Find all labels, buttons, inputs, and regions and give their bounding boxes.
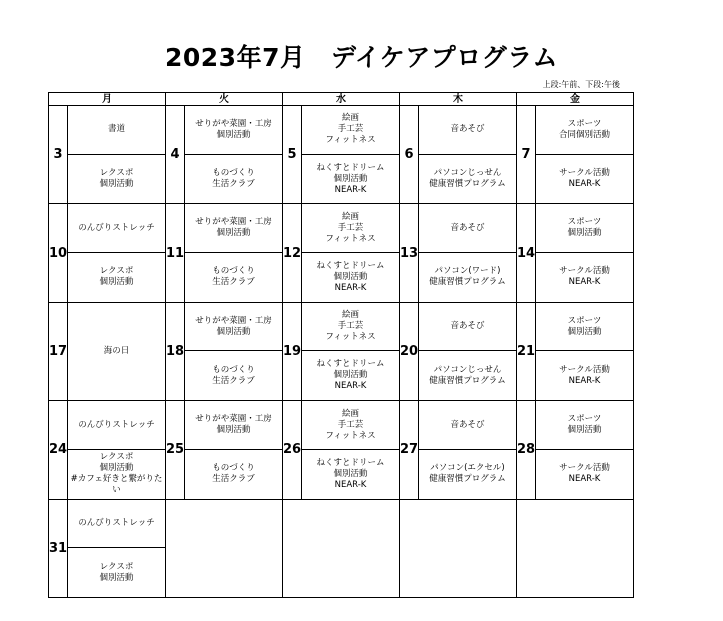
- afternoon-program: ねくすとドリーム 個別活動 NEAR-K: [316, 359, 385, 392]
- afternoon-program: レクスポ 個別活動: [99, 168, 134, 190]
- afternoon-program: ものづくり 生活クラブ: [212, 266, 255, 288]
- day-cell: [283, 106, 400, 204]
- afternoon-program: レクスポ 個別活動 #カフェ好きと繋がりたい: [70, 452, 163, 496]
- holiday-label: 海の日: [103, 345, 130, 356]
- morning-program: せりがや菜園・工房 個別活動: [185, 401, 282, 450]
- afternoon-program: ねくすとドリーム 個別活動 NEAR-K: [316, 162, 385, 195]
- weekday-header: 木: [400, 93, 517, 106]
- morning-program: スポーツ 個別活動: [536, 401, 633, 450]
- empty-cell: [283, 500, 400, 598]
- day-cell: [400, 303, 517, 401]
- day-cell: [166, 401, 283, 499]
- day-cell: [517, 106, 634, 204]
- day-cell: [49, 401, 166, 499]
- day-cell: [283, 303, 400, 401]
- afternoon-program: サークル活動 NEAR-K: [559, 364, 610, 386]
- day-cell: [400, 106, 517, 204]
- day-number: 26: [283, 401, 302, 498]
- morning-program: せりがや菜園・工房 個別活動: [185, 106, 282, 155]
- day-cell: [283, 204, 400, 302]
- day-number: 17: [49, 303, 68, 400]
- afternoon-program: サークル活動 NEAR-K: [559, 266, 610, 288]
- morning-program: せりがや菜園・工房 個別活動: [185, 204, 282, 253]
- day-number: 24: [49, 401, 68, 498]
- morning-program: 書道: [68, 106, 165, 155]
- morning-program: 音あそび: [419, 106, 516, 155]
- day-number: 5: [283, 106, 302, 203]
- day-number: 28: [517, 401, 536, 498]
- day-cell: [283, 401, 400, 499]
- day-number: 20: [400, 303, 419, 400]
- day-number: 11: [166, 204, 185, 301]
- afternoon-program: サークル活動 NEAR-K: [559, 463, 610, 485]
- day-cell: [49, 106, 166, 204]
- afternoon-program: ねくすとドリーム 個別活動 NEAR-K: [316, 457, 385, 490]
- schedule-calendar: [48, 92, 634, 598]
- morning-program: スポーツ 合同個別活動: [536, 106, 633, 155]
- day-number: 3: [49, 106, 68, 203]
- afternoon-program: サークル活動 NEAR-K: [559, 168, 610, 190]
- day-cell: [517, 204, 634, 302]
- day-cell: [400, 401, 517, 499]
- day-cell: [400, 204, 517, 302]
- morning-program: せりがや菜園・工房 個別活動: [185, 303, 282, 352]
- afternoon-program: ものづくり 生活クラブ: [212, 168, 255, 190]
- afternoon-program: パソコン(ワード) 健康習慣プログラム: [429, 266, 506, 288]
- day-cell: [166, 106, 283, 204]
- weekday-header: 月: [49, 93, 166, 106]
- morning-program: スポーツ 個別活動: [536, 204, 633, 253]
- day-number: 4: [166, 106, 185, 203]
- morning-program: 絵画 手工芸 フィットネス: [302, 303, 399, 352]
- afternoon-program: レクスポ 個別活動: [99, 266, 134, 288]
- morning-program: スポーツ 個別活動: [536, 303, 633, 352]
- day-cell: [49, 204, 166, 302]
- morning-program: 音あそび: [419, 303, 516, 352]
- day-number: 7: [517, 106, 536, 203]
- morning-program: 絵画 手工芸 フィットネス: [302, 401, 399, 450]
- empty-cell: [400, 500, 517, 598]
- weekday-header: 金: [517, 93, 634, 106]
- day-cell: [49, 500, 166, 598]
- day-number: 21: [517, 303, 536, 400]
- afternoon-program: ものづくり 生活クラブ: [212, 364, 255, 386]
- day-cell: [517, 303, 634, 401]
- day-number: 18: [166, 303, 185, 400]
- empty-cell: [166, 500, 283, 598]
- afternoon-program: パソコンじっせん 健康習慣プログラム: [429, 364, 506, 386]
- afternoon-program: ものづくり 生活クラブ: [212, 463, 255, 485]
- day-cell: [166, 204, 283, 302]
- afternoon-program: パソコン(エクセル) 健康習慣プログラム: [429, 463, 506, 485]
- day-number: 14: [517, 204, 536, 301]
- morning-program: のんびりストレッチ: [68, 500, 165, 549]
- morning-program: のんびりストレッチ: [68, 204, 165, 253]
- day-number: 13: [400, 204, 419, 301]
- empty-cell: [517, 500, 634, 598]
- morning-program: 絵画 手工芸 フィットネス: [302, 204, 399, 253]
- morning-program: 絵画 手工芸 フィットネス: [302, 106, 399, 155]
- day-number: 27: [400, 401, 419, 498]
- weekday-header: 水: [283, 93, 400, 106]
- day-cell: [49, 303, 166, 401]
- afternoon-program: パソコンじっせん 健康習慣プログラム: [429, 168, 506, 190]
- day-number: 19: [283, 303, 302, 400]
- slot-legend-note: 上段:午前、下段:午後: [542, 80, 620, 89]
- afternoon-program: レクスポ 個別活動: [99, 561, 134, 583]
- day-number: 25: [166, 401, 185, 498]
- day-cell: [166, 303, 283, 401]
- day-number: 12: [283, 204, 302, 301]
- morning-program: のんびりストレッチ: [68, 401, 165, 450]
- page-title: 2023年7月 デイケアプログラム: [165, 43, 558, 72]
- morning-program: 音あそび: [419, 204, 516, 253]
- afternoon-program: ねくすとドリーム 個別活動 NEAR-K: [316, 260, 385, 293]
- weekday-header: 火: [166, 93, 283, 106]
- morning-program: 音あそび: [419, 401, 516, 450]
- day-cell: [517, 401, 634, 499]
- day-number: 31: [49, 500, 68, 597]
- day-number: 10: [49, 204, 68, 301]
- day-number: 6: [400, 106, 419, 203]
